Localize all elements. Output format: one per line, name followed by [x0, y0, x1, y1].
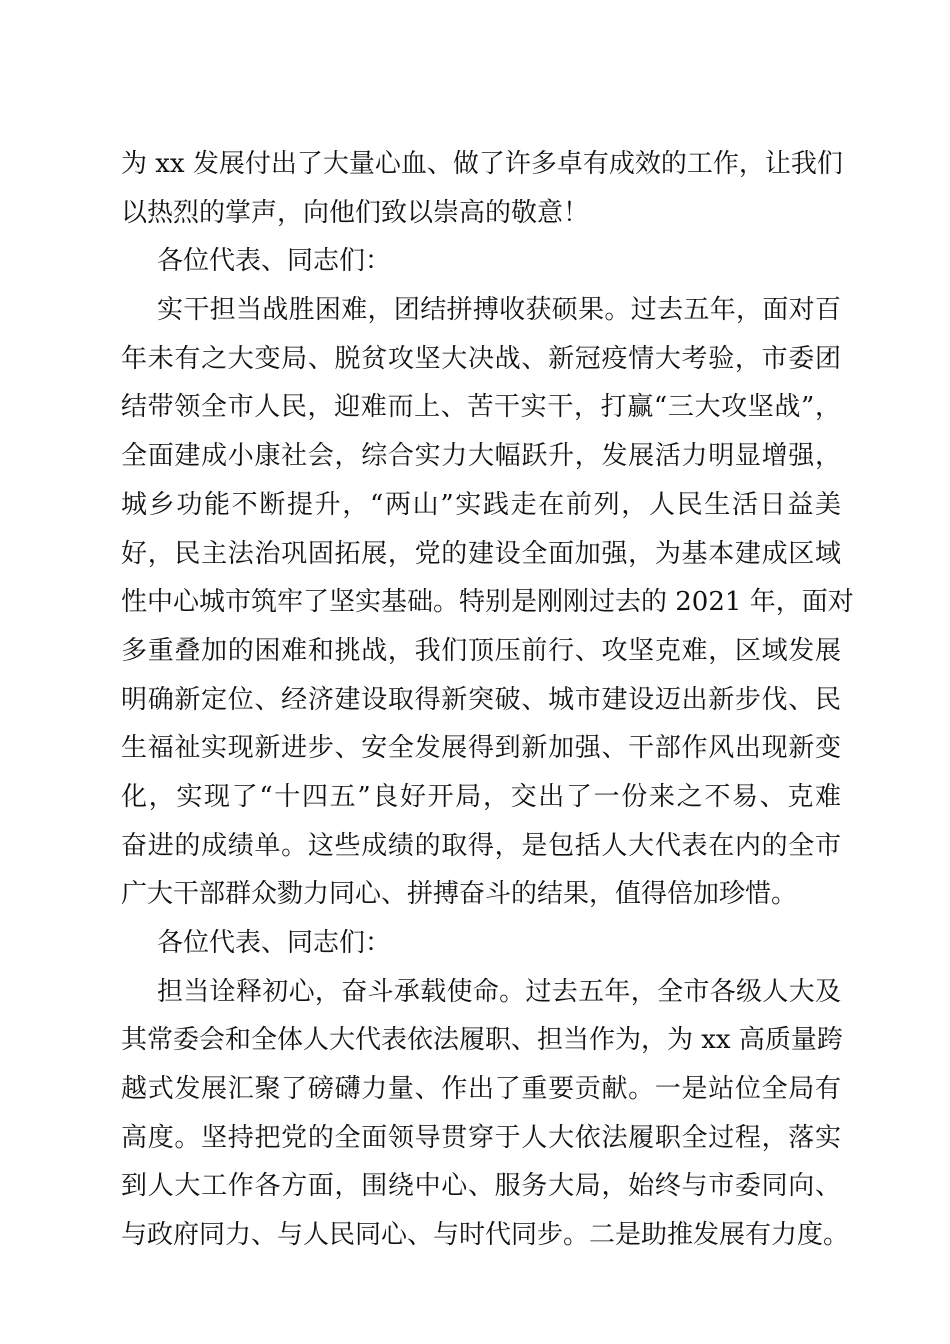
text-line: 年未有之大变局、脱贫攻坚大决战、新冠疫情大考验，市委团	[121, 343, 841, 374]
text-line: 与政府同力、与人民同心、与时代同步。二是助推发展有力度。	[121, 1220, 850, 1251]
text-line: 全面建成小康社会，综合实力大幅跃升，发展活力明显增强，	[121, 441, 841, 472]
text-line: 结带领全市人民，迎难而上、苦干实干，打赢“三大攻坚战”，	[121, 392, 841, 423]
text-line: 明确新定位、经济建设取得新突破、城市建设迈出新步伐、民	[121, 684, 841, 715]
text-line: 高度。坚持把党的全面领导贯穿于人大依法履职全过程，落实	[121, 1122, 841, 1153]
text-line: 到人大工作各方面，围绕中心、服务大局，始终与市委同向、	[121, 1171, 841, 1202]
text-line: 多重叠加的困难和挑战，我们顶压前行、攻坚克难，区域发展	[121, 635, 841, 666]
text-line: 为 xx 发展付出了大量心血、做了许多卓有成效的工作，让我们	[121, 149, 843, 179]
salutation: 各位代表、同志们：	[157, 928, 392, 958]
text-line: 化，实现了“十四五”良好开局，交出了一份来之不易、克难	[121, 781, 841, 812]
text-line: 生福祉实现新进步、安全发展得到新加强、干部作风出现新变	[121, 733, 841, 764]
text-line: 奋进的成绩单。这些成绩的取得，是包括人大代表在内的全市	[121, 830, 841, 861]
salutation: 各位代表、同志们：	[157, 246, 392, 277]
text-line: 越式发展汇聚了磅礴力量、作出了重要贡献。一是站位全局有	[121, 1074, 841, 1105]
text-line: 担当诠释初心，奋斗承载使命。过去五年，全市各级人大及	[157, 976, 841, 1007]
text-line: 好，民主法治巩固拓展，党的建设全面加强，为基本建成区域	[121, 538, 841, 569]
text-line: 城乡功能不断提升，“两山”实践走在前列，人民生活日益美	[121, 489, 841, 520]
body-text	[121, 140, 854, 1260]
text-line: 实干担当战胜困难，团结拼搏收获硕果。过去五年，面对百	[157, 295, 841, 326]
text-line: 广大干部群众勠力同心、拼搏奋斗的结果，值得倍加珍惜。	[121, 879, 798, 910]
text-line: 以热烈的掌声，向他们致以崇高的敬意！	[121, 197, 590, 228]
text-line: 性中心城市筑牢了坚实基础。特别是刚刚过去的 2021 年，面对	[121, 587, 854, 618]
text-line: 其常委会和全体人大代表依法履职、担当作为，为 xx 高质量跨	[121, 1025, 843, 1056]
